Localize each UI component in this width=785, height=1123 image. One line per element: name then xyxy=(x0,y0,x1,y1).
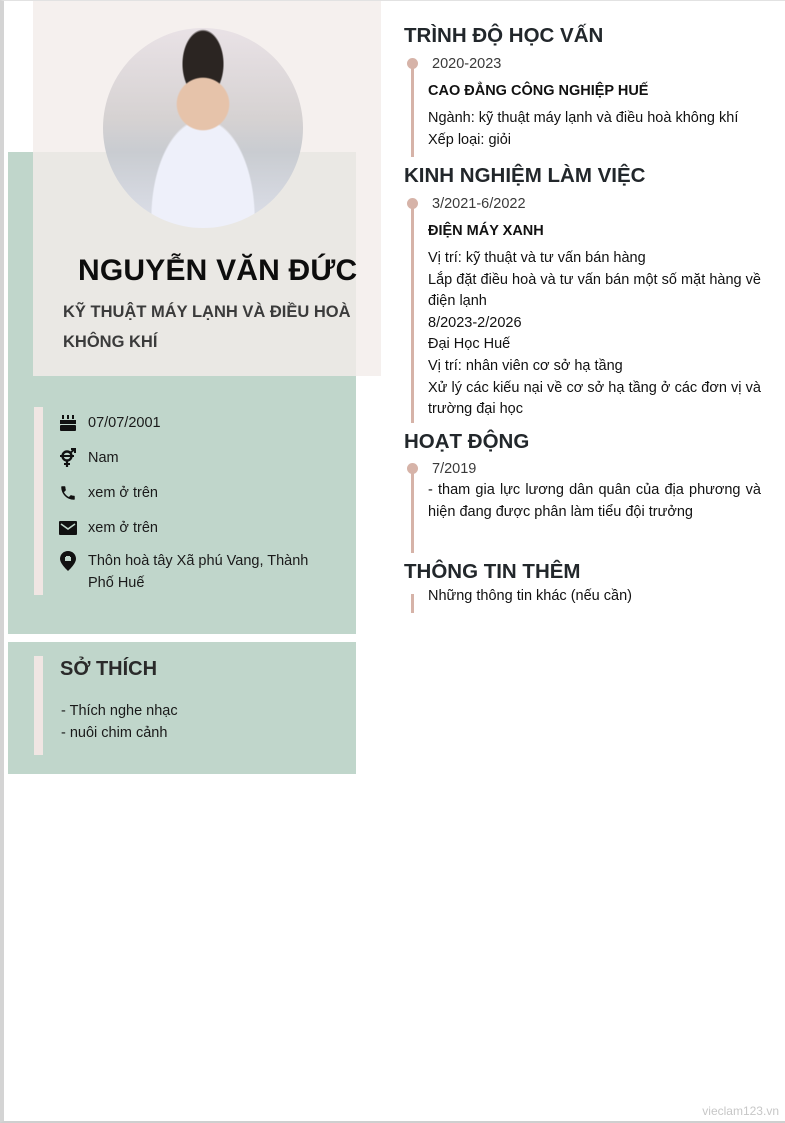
hobbies-list xyxy=(61,700,178,744)
hobby-item: - nuôi chim cảnh xyxy=(61,725,168,741)
experience-title: KINH NGHIỆM LÀM VIỆC xyxy=(404,164,646,187)
activity-text: - tham gia lực lương dân quân của địa phương và hiện đang được phân làm tiểu đội trưởng xyxy=(428,482,761,520)
contact-gender: Nam xyxy=(58,447,318,469)
email-icon xyxy=(58,518,78,538)
timeline-line xyxy=(411,594,414,613)
timeline-line xyxy=(411,201,414,423)
job-title: KỸ THUẬT MÁY LẠNH VÀ ĐIỀU HOÀ KHÔNG KHÍ xyxy=(63,303,351,351)
contact-accent-bar xyxy=(34,407,43,595)
activity-date: 7/2019 xyxy=(432,461,477,477)
experience-company: ĐIỆN MÁY XANH xyxy=(428,223,544,239)
contact-email: xem ở trên xyxy=(58,517,318,539)
contact-phone: xem ở trên xyxy=(58,482,318,504)
contact-birthday: 07/07/2001 xyxy=(58,412,318,434)
experience-details: Vị trí: kỹ thuật và tư vấn bán hàng Lắp đặt điều hoà và tư vấn bán một số mặt hàng về điện lạnh 8/2023-2/2026 Đại Học Huế Vị trí: nhân viên cơ sở hạ tầng Xử lý các kiếu nại về cơ sở hạ tầng ở các đơn vị và trường đại học xyxy=(428,250,761,418)
watermark: vieclam123.vn xyxy=(702,1104,779,1118)
phone-icon xyxy=(58,483,78,503)
hobby-item: - Thích nghe nhạc xyxy=(61,703,178,719)
hobbies-title: SỞ THÍCH xyxy=(60,658,158,680)
timeline-line xyxy=(411,61,414,157)
experience-date: 3/2021-6/2022 xyxy=(432,196,526,212)
gender-icon xyxy=(58,448,78,468)
hobbies-accent-bar xyxy=(34,656,43,755)
timeline-line xyxy=(411,466,414,553)
location-pin-icon xyxy=(58,551,78,571)
additional-text: Những thông tin khác (nếu cần) xyxy=(428,588,632,604)
additional-title: THÔNG TIN THÊM xyxy=(404,560,581,583)
education-school: CAO ĐẲNG CÔNG NGHIỆP HUẾ xyxy=(428,83,649,99)
contact-address: Thôn hoà tây Xã phú Vang, Thành Phố Huế xyxy=(58,550,318,594)
education-details: Ngành: kỹ thuật máy lạnh và điều hoà không khí Xếp loại: giỏi xyxy=(428,110,739,148)
avatar xyxy=(103,28,303,228)
candidate-name: NGUYỄN VĂN ĐỨC xyxy=(78,254,358,287)
education-date: 2020-2023 xyxy=(432,56,502,72)
birthday-cake-icon xyxy=(58,413,78,433)
education-title: TRÌNH ĐỘ HỌC VẤN xyxy=(404,24,604,47)
activities-title: HOẠT ĐỘNG xyxy=(404,430,530,453)
